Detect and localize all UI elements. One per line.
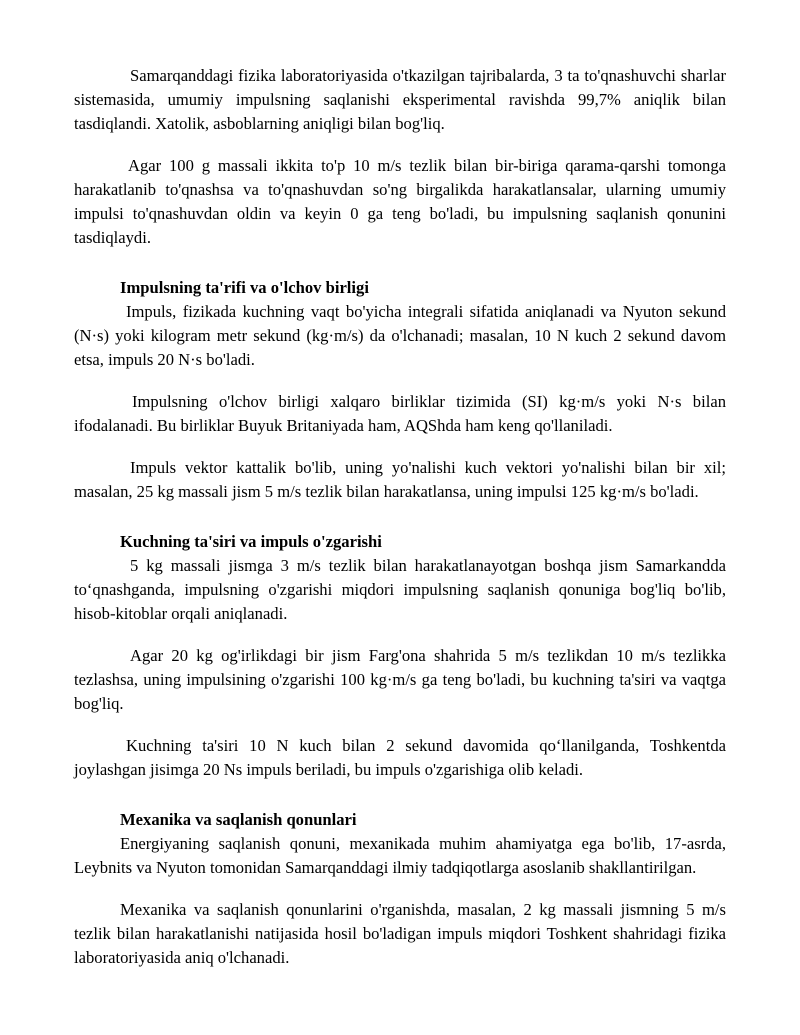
- document-page: [74, 64, 726, 988]
- section-2-paragraph-3: Kuchning ta'siri 10 N kuch bilan 2 sekund davomida qo‘llanilganda, Toshkentda joylashgan jisimga 20 Ns impuls beriladi, bu impuls o'zgarishiga olib keladi.: [74, 736, 726, 779]
- section-1-paragraph-2: Impulsning o'lchov birligi xalqaro birliklar tizimida (SI) kg·m/s yoki N·s bilan ifodalanadi. Bu birliklar Buyuk Britaniyada ham, AQShda ham keng qo'llaniladi.: [74, 392, 726, 435]
- section-heading-mexanika: Mexanika va saqlanish qonunlari: [120, 810, 357, 829]
- intro-paragraph-1: Samarqanddagi fizika laboratoriyasida o'tkazilgan tajribalarda, 3 ta to'qnashuvchi sharlar sistemasida, umumiy impulsning saqlanishi eksperimental ravishda 99,7% aniqlik bilan tasdiqlandi. Xatolik, asboblarning aniqligi bilan bog'liq.: [74, 66, 726, 133]
- section-3-paragraph-1: Energiyaning saqlanish qonuni, mexanikada muhim ahamiyatga ega bo'lib, 17-asrda, Leybnits va Nyuton tomonidan Samarqanddagi ilmiy tadqiqotlarga asoslanib shakllantirilgan.: [74, 834, 726, 877]
- section-heading-impuls-tarifi: Impulsning ta'rifi va o'lchov birligi: [120, 278, 369, 297]
- intro-paragraph-2: Agar 100 g massali ikkita to'p 10 m/s tezlik bilan bir-biriga qarama-qarshi tomonga harakatlanib to'qnashsa va to'qnashuvdan so'ng birgalikda harakatlansalar, ularning umumiy impulsi to'qnashuvdan oldin va keyin 0 ga teng bo'ladi, bu impulsning saqlanish qonunini tasdiqlaydi.: [74, 156, 726, 247]
- section-2-paragraph-1: 5 kg massali jismga 3 m/s tezlik bilan harakatlanayotgan boshqa jism Samarkandda to‘qnashganda, impulsning o'zgarishi miqdori impulsning saqlanish qonuniga bog'liq bo'lib, hisob-kitoblar orqali aniqlanadi.: [74, 556, 726, 623]
- section-3-paragraph-2: Mexanika va saqlanish qonunlarini o'rganishda, masalan, 2 kg massali jismning 5 m/s tezlik bilan harakatlanishi natijasida hosil bo'ladigan impuls miqdori Toshkent shahridagi fizika laboratoriyasida aniq o'lchanadi.: [74, 900, 726, 967]
- section-1-paragraph-3: Impuls vektor kattalik bo'lib, uning yo'nalishi kuch vektori yo'nalishi bilan bir xil; masalan, 25 kg massali jism 5 m/s tezlik bilan harakatlansa, uning impulsi 125 kg·m/s bo'ladi.: [74, 458, 726, 501]
- section-1-paragraph-1: Impuls, fizikada kuchning vaqt bo'yicha integrali sifatida aniqlanadi va Nyuton sekund (N·s) yoki kilogram metr sekund (kg·m/s) da o'lchanadi; masalan, 10 N kuch 2 sekund davom etsa, impuls 20 N·s bo'ladi.: [74, 302, 726, 369]
- section-heading-kuch-tasiri: Kuchning ta'siri va impuls o'zgarishi: [120, 532, 382, 551]
- section-2-paragraph-2: Agar 20 kg og'irlikdagi bir jism Farg'ona shahrida 5 m/s tezlikdan 10 m/s tezlikka tezlashsa, uning impulsining o'zgarishi 100 kg·m/s ga teng bo'ladi, bu kuchning ta'siri va vaqtga bog'liq.: [74, 646, 726, 713]
